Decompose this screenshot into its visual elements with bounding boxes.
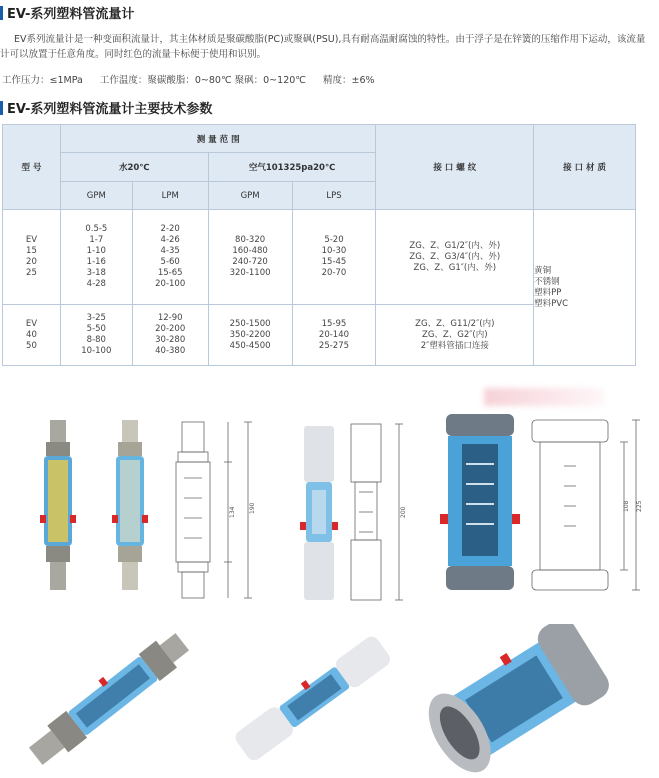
flowmeter-photo-angled-1: [14, 624, 204, 774]
section-title-1: [0, 3, 134, 22]
unit-water-lpm: LPM: [132, 182, 208, 210]
value: 4-35: [160, 246, 180, 256]
value: 15-65: [157, 268, 183, 278]
section-title-2-text: EV-系列塑料管流量计主要技术参数: [7, 102, 213, 117]
value: 350-2200: [229, 329, 271, 340]
air-gpm-cell: [208, 210, 292, 305]
model-line: 40: [26, 329, 37, 340]
table-row: [3, 210, 636, 305]
value: 30-280: [155, 335, 186, 345]
value: 4-28: [86, 279, 106, 289]
dim-label: 190: [249, 502, 256, 514]
flowmeter-photo-steel-1: [110, 420, 150, 600]
air-gpm-cell: [208, 305, 292, 366]
unit-water-gpm: GPM: [60, 182, 132, 210]
value: 12-90: [157, 313, 183, 323]
value: 5-60: [160, 257, 180, 267]
header-range: 测 量 范 围: [60, 125, 376, 153]
model-line: 25: [26, 268, 37, 278]
value: 4-26: [160, 235, 180, 245]
value: 塑料PP: [534, 287, 562, 298]
unit-air-lps: LPS: [292, 182, 376, 210]
header-material: 接 口 材 质: [534, 125, 636, 210]
flowmeter-photo-large: [436, 414, 524, 592]
spec-accuracy: 精度：±6%: [322, 75, 375, 86]
model-line: EV: [25, 318, 38, 329]
value: 320-1100: [229, 268, 271, 278]
value: 1-10: [86, 246, 106, 256]
value: 3-18: [86, 268, 106, 278]
flowmeter-photo-brass-1: [38, 420, 78, 600]
model-line: 15: [26, 246, 37, 256]
product-images: [0, 410, 659, 778]
value: 1-16: [86, 257, 106, 267]
value: 3-25: [86, 313, 106, 323]
unit-air-gpm: GPM: [208, 182, 292, 210]
value: 240-720: [232, 257, 268, 267]
technical-drawing-3: [528, 416, 646, 592]
value: ZG、Z、G2″(内): [422, 329, 488, 340]
section-title-2: [0, 98, 212, 117]
model-line: 20: [26, 257, 37, 267]
model-cell: [3, 210, 61, 305]
header-air: 空气101325pa20℃: [208, 153, 376, 182]
value: ZG、Z、G1/2″(内、外): [409, 240, 501, 251]
value: 25-275: [318, 340, 350, 351]
value: ZG、Z、G1″(内、外): [413, 262, 497, 273]
title-bar-1: [0, 6, 3, 20]
spec-temperature: 工作温度：聚碳酸脂：0~80℃ 聚砜：0~120℃: [99, 75, 306, 86]
spec-table: [2, 124, 636, 366]
air-lps-cell: [292, 305, 376, 366]
value: 10-100: [81, 346, 112, 356]
header-model: 型 号: [3, 125, 61, 210]
value: 450-4500: [229, 340, 271, 351]
section-title-1-text: EV-系列塑料管流量计: [7, 7, 135, 22]
flowmeter-photo-angled-3: [414, 624, 614, 774]
dim-label: 200: [400, 506, 407, 518]
flowmeter-photo-pvc: [296, 426, 342, 602]
value: 2″塑料管插口连接: [420, 340, 489, 351]
pink-smudge: [484, 388, 604, 406]
intro-text: EV系列流量计是一种变面积流量计，其主体材质是聚碳酸脂(PC)或聚砜(PSU),具有耐高温耐腐蚀的特性。由于浮子是在锌簧的压缩作用下运动，该流量计可以放置于任意角度。同时红色的流量卡标便于使用和识别。: [0, 34, 646, 60]
header-water: 水20℃: [60, 153, 208, 182]
value: 5-50: [86, 324, 106, 334]
value: 黄铜: [534, 265, 552, 276]
value: 80-320: [235, 235, 266, 245]
dim-label: 134: [229, 506, 236, 518]
value: 塑料PVC: [534, 298, 569, 309]
value: 250-1500: [229, 318, 271, 329]
header-thread: 接 口 螺 纹: [376, 125, 534, 210]
value: 20-140: [318, 329, 350, 340]
value: 20-70: [321, 268, 347, 278]
intro-paragraph: [0, 32, 650, 62]
value: 2-20: [160, 224, 180, 234]
model-line: 50: [26, 340, 37, 351]
value: 8-80: [86, 335, 106, 345]
water-gpm-cell: [60, 210, 132, 305]
dim-label: 108: [623, 500, 630, 512]
value: 不锈钢: [534, 276, 560, 287]
title-bar-2: [0, 101, 3, 115]
water-lpm-cell: [132, 210, 208, 305]
spec-line: [2, 72, 389, 86]
value: 20-100: [155, 279, 186, 289]
water-lpm-cell: [132, 305, 208, 366]
value: 40-380: [155, 346, 186, 356]
value: 1-7: [89, 235, 104, 245]
value: ZG、Z、G3/4″(内、外): [409, 251, 501, 262]
technical-drawing-1: [168, 418, 268, 604]
value: 15-95: [321, 318, 347, 329]
air-lps-cell: [292, 210, 376, 305]
thread-cell: [376, 210, 534, 305]
dim-label: 225: [636, 500, 643, 512]
value: 10-30: [321, 246, 347, 256]
technical-drawing-2: [345, 422, 417, 604]
model-line: EV: [25, 235, 38, 245]
value: ZG、Z、G11/2″(内): [415, 318, 495, 329]
value: 15-45: [321, 257, 347, 267]
thread-cell: [376, 305, 534, 366]
value: 20-200: [155, 324, 186, 334]
spec-pressure: 工作压力：≤1MPa: [2, 75, 83, 86]
model-cell: [3, 305, 61, 366]
water-gpm-cell: [60, 305, 132, 366]
value: 0.5-5: [85, 224, 108, 234]
flowmeter-photo-angled-2: [222, 624, 402, 774]
value: 5-20: [324, 235, 344, 245]
material-cell: [534, 210, 636, 366]
value: 160-480: [232, 246, 268, 256]
